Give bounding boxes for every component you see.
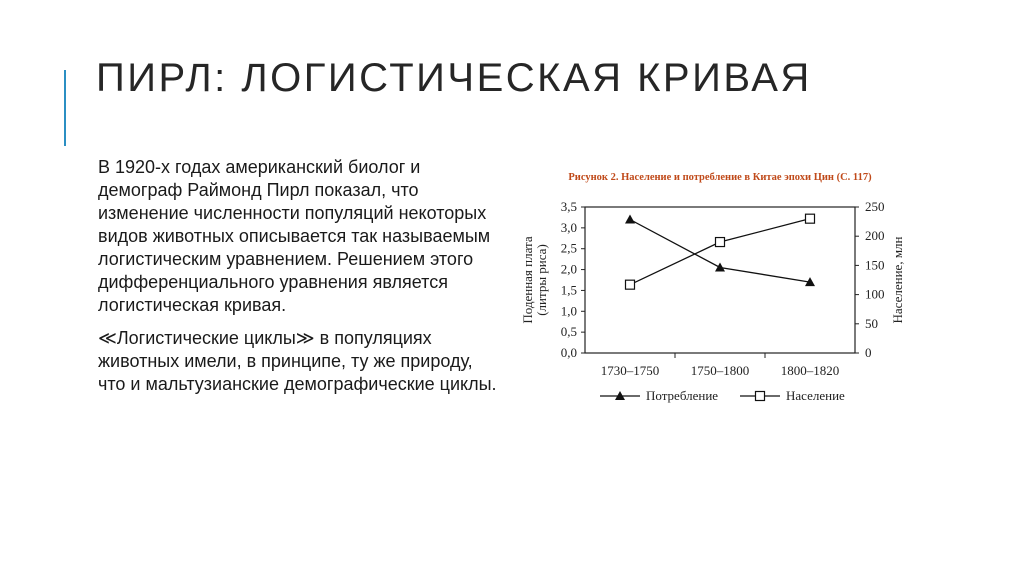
population-point [716, 238, 725, 247]
series-line-1 [630, 220, 810, 283]
series-line-2 [630, 219, 810, 285]
y-tick-label: 0,5 [560, 324, 577, 340]
y2-tick-label: 50 [865, 315, 878, 331]
slide-body [98, 156, 498, 406]
population-point [626, 280, 635, 289]
x-tick-label: 1750–1800 [690, 363, 750, 378]
body-paragraph-1: В 1920-х годах американский биолог и демограф Раймонд Пирл показал, что изменение численности популяций некоторых видов животных описывается так называемым логистическим уравнением. Решением этого дифференциального уравнения является логистическая кривая. [98, 157, 491, 315]
y2-tick-label: 200 [865, 228, 885, 244]
population-point [806, 214, 815, 223]
y2-tick-label: 100 [865, 286, 885, 302]
y-tick-label: 0,0 [560, 345, 577, 360]
y2-tick-label: 0 [865, 345, 872, 360]
y-axis-label: Поденная плата(литры риса) [520, 236, 549, 324]
title-accent-line [64, 70, 66, 146]
legend-label-population: Население [786, 388, 845, 403]
y-tick-label: 2,0 [560, 261, 577, 277]
y2-tick-label: 250 [865, 199, 885, 214]
y-tick-label: 3,0 [560, 219, 577, 235]
y-tick-label: 1,5 [560, 282, 577, 298]
body-paragraph-2: ≪Логистические циклы≫ в популяциях животных имели, в принципе, ту же природу, что и мальтузианские демографические циклы. [98, 328, 497, 394]
legend-marker-population [756, 392, 765, 401]
consumption-point [715, 262, 725, 271]
consumption-point [625, 215, 635, 224]
x-tick-label: 1800–1820 [780, 363, 840, 378]
chart-title: Рисунок 2. Население и потребление в Китае эпохи Цин (С. 117) [568, 172, 872, 183]
legend-label-consumption: Потребление [646, 388, 719, 403]
y2-tick-label: 150 [865, 257, 885, 273]
x-tick-label: 1730–1750 [600, 363, 660, 378]
y2-axis-label: Население, млн [890, 236, 905, 324]
chart-svg [510, 160, 910, 420]
slide-title: ПИРЛ: ЛОГИСТИЧЕСКАЯ КРИВАЯ [96, 56, 812, 100]
y-tick-label: 2,5 [560, 240, 577, 256]
y-tick-label: 1,0 [560, 303, 577, 319]
y-tick-label: 3,5 [560, 199, 577, 214]
population-consumption-chart [510, 160, 910, 420]
